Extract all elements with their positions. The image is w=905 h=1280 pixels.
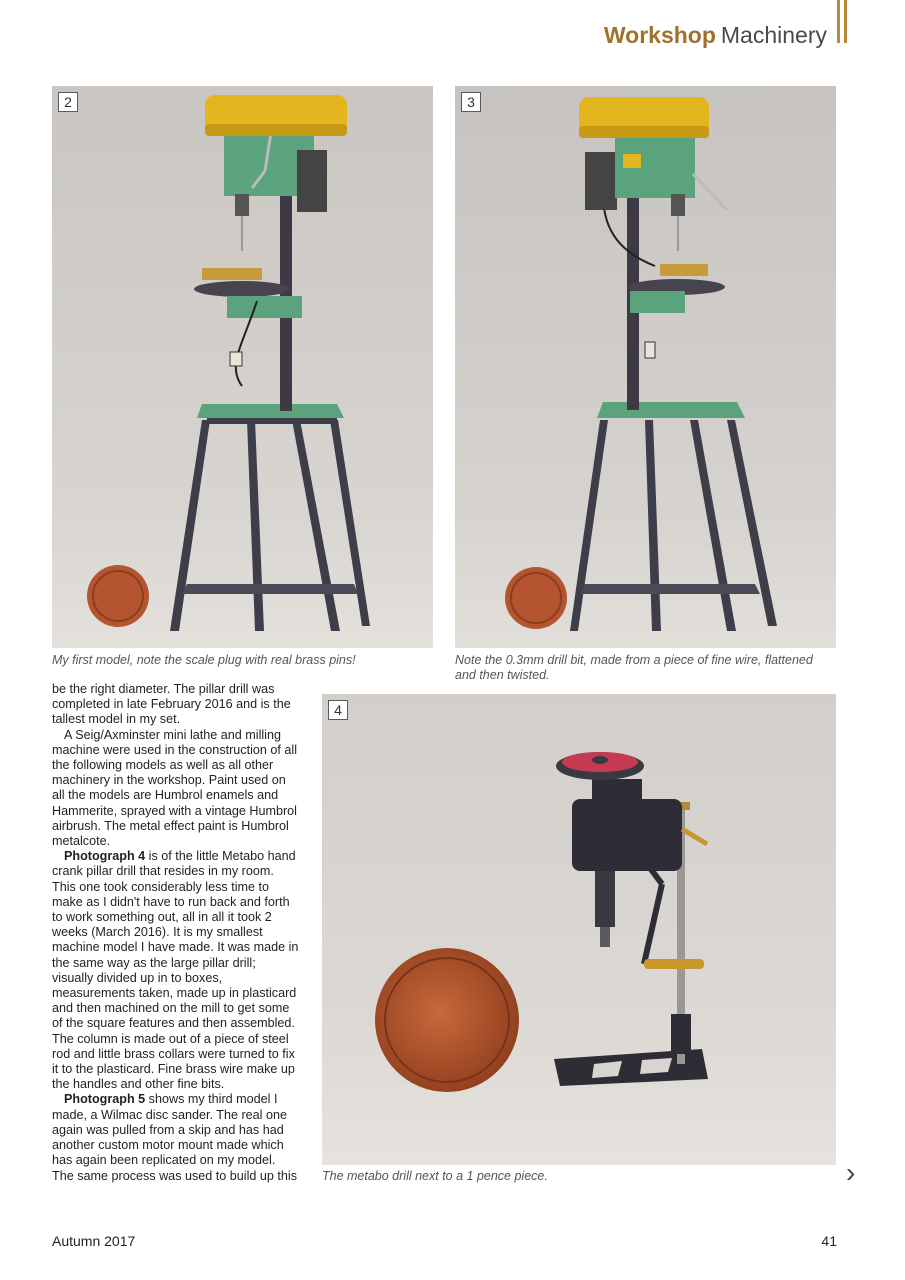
pillar-drill-illustration [455, 86, 836, 648]
page-number: 41 [821, 1233, 837, 1249]
photo-number: 4 [328, 700, 348, 720]
header-bar [837, 0, 840, 43]
body-paragraph: be the right diameter. The pillar drill was completed in late February 2016 and is the tallest model in my set. [52, 682, 291, 727]
header-bar [844, 0, 847, 43]
metabo-drill-illustration [322, 694, 836, 1165]
photo-reference: Photograph 4 [64, 849, 146, 864]
photo-number: 3 [461, 92, 481, 112]
body-paragraph: Photograph 4 is of the little Metabo hand crank pillar drill that resides in my room. This one took considerably less time to make as I didn't have to run back and forth to work something out, all in all it took 2 weeks (March 2016). It is my smallest machine model I have made. It was made in the same way as the large pillar drill; visually divided up in to boxes, measurements taken, made up in plasticard and then machined on the mill to get some of the square features and then assembled. The column is made out of a piece of steel rod and little brass collars were turned to fix it to the plasticard. Fine brass wire make up the handles and other fine bits. [52, 849, 299, 1092]
chevron-right-icon[interactable]: › [846, 1157, 856, 1188]
photo-3-pillar-drill [455, 86, 836, 648]
section-header [604, 20, 827, 50]
photo-2-pillar-drill [52, 86, 433, 648]
article-body [52, 682, 300, 1184]
photo-2-caption: My first model, note the scale plug with real brass pins! [52, 653, 356, 667]
photo-4-metabo-drill [322, 694, 836, 1165]
photo-number: 2 [58, 92, 78, 112]
issue-label: Autumn 2017 [52, 1233, 136, 1249]
photo-reference: Photograph 5 [64, 1092, 146, 1107]
photo-3-caption: Note the 0.3mm drill bit, made from a piece of fine wire, flattened and then twisted. [455, 653, 813, 682]
body-paragraph: A Seig/Axminster mini lathe and milling machine were used in the construction of all the following models as well as all other machinery in the workshop. Paint used on all the models are Humbrol enamels and Hammerite, sprayed with a vintage Humbrol airbrush. The metal effect paint is Humbrol metalcote. [52, 727, 298, 849]
photo-4-caption: The metabo drill next to a 1 pence piece. [322, 1169, 548, 1183]
body-paragraph: Photograph 5 shows my third model I made, a Wilmac disc sander. The real one again was pulled from a skip and has had another custom motor mount made which has again been replicated on my model. The same process was used to build up this [52, 1092, 298, 1183]
pillar-drill-illustration [52, 86, 433, 648]
section-title-light: Machinery [720, 22, 827, 48]
section-title-bold: Workshop [603, 22, 716, 48]
